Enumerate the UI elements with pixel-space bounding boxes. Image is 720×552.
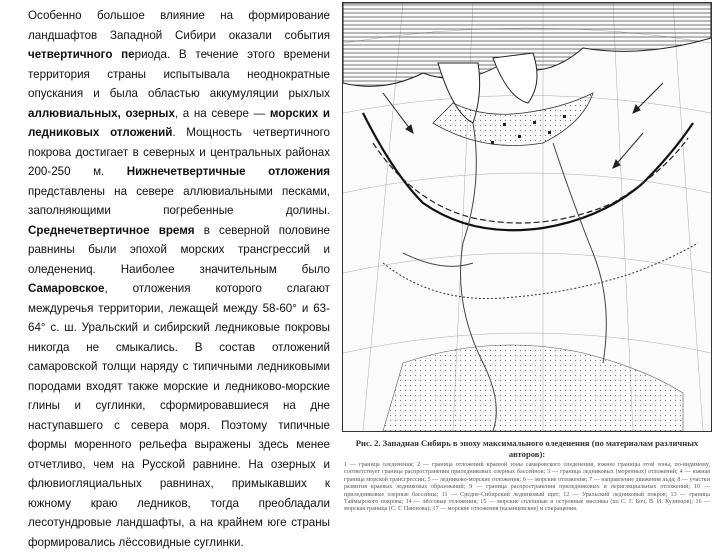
- map-drawing: [343, 3, 711, 431]
- term-alluvial-lacustrine: аллювиальных, озерных: [28, 106, 175, 120]
- term-middle-quaternary: Среднечетвертичное время: [28, 223, 195, 237]
- term-marine-glacial: морских и ледниковых отложений: [28, 106, 330, 139]
- map-figure: [342, 2, 714, 536]
- lake-boundary: [383, 243, 698, 299]
- caption-title: Рис. 2. Западная Сибирь в эпоху максимального оледенения (по материалам различных авторов):: [355, 438, 699, 459]
- caption-legend: 1 — граница оледенения; 2 — граница отложений краевой зоны самаровского оледенения, южнее границы этой зоны, по-видимому, соответствует граница распространения приледниковых озерных бассейнов; 3 — граница ледниковых (моренных) отложений; 4 — южная граница морской трансгрессии; 5 — ледниково-морские отложения; 6 — морские отложения; 7 — направление движения льда; 8 — участки развития краевых ледниковых образований; 9 — граница распространения приледниковых и перигляциальных отложений; 10 — приледниковые озерные бассейны; 11 — Средне-Сибирский ледниковый щит; 12 — Уральский ледниковый покров; 13 — граница Таймырского покрова; 14 — лёссовые отложения; 15 — морские сплошные и островные массивы (по С. Г. Боч, В. И. Кузнецов); 16 — морская граница (С. Г. Паюнова); 17 — морские отложения (казанцевские) и сокращения.: [344, 462, 710, 513]
- article-paragraph: Особенно большое влияние на формирование ландшафтов Западной Сибири оказали события четвертичного периода. В течение этого времени территория страны испытывала неоднократные опускания и была областью аккумуляции рыхлых аллювиальных, озерных, а на севере — морских и ледниковых отложений. Мощность четвертичного покрова достигает в северных и центральных районах 200-250 м. Нижнечетвертичные отложения представлены на севере аллювиальными песками, заполняющими погребенные долины. Среднечетвертичное время в северной половине равнины были эпохой морских трансгрессий и оледенениq. Наиболее значительным было Самаровское, отложения которого слагают междуречья территории, лежащей между 58-60° и 63-64° с. ш. Уральский и сибирский ледниковые покровы никогда не смыкались. В состав отложений самаровской толщи наряду с типичными ледниковыми породами входят также морские и ледниково-морские глины и суглинки, сформировавшиеся на дне наступавшего с севера моря. Поэтому типичные формы моренного рельефа выражены здесь менее отчетливо, чем на Русской равнине. На озерных и флювиогляциальных равнинах, примыкавших к южному краю ледников, тогда преобладали лесотундровые ландшафты, а на крайнем юге страны формировались лёссовидные суглинки.: [28, 9, 331, 549]
- gydan-peninsula: [493, 53, 537, 103]
- loess-area: [383, 345, 683, 431]
- term-quaternary: четвертичного пе: [28, 48, 135, 61]
- term-samarovo: Самаровское: [28, 282, 105, 295]
- article-text: [28, 6, 330, 552]
- west-siberia-map: [342, 2, 712, 432]
- figure-caption: [344, 438, 710, 514]
- term-lower-quaternary: Нижнечетвертичные отложения: [126, 165, 330, 178]
